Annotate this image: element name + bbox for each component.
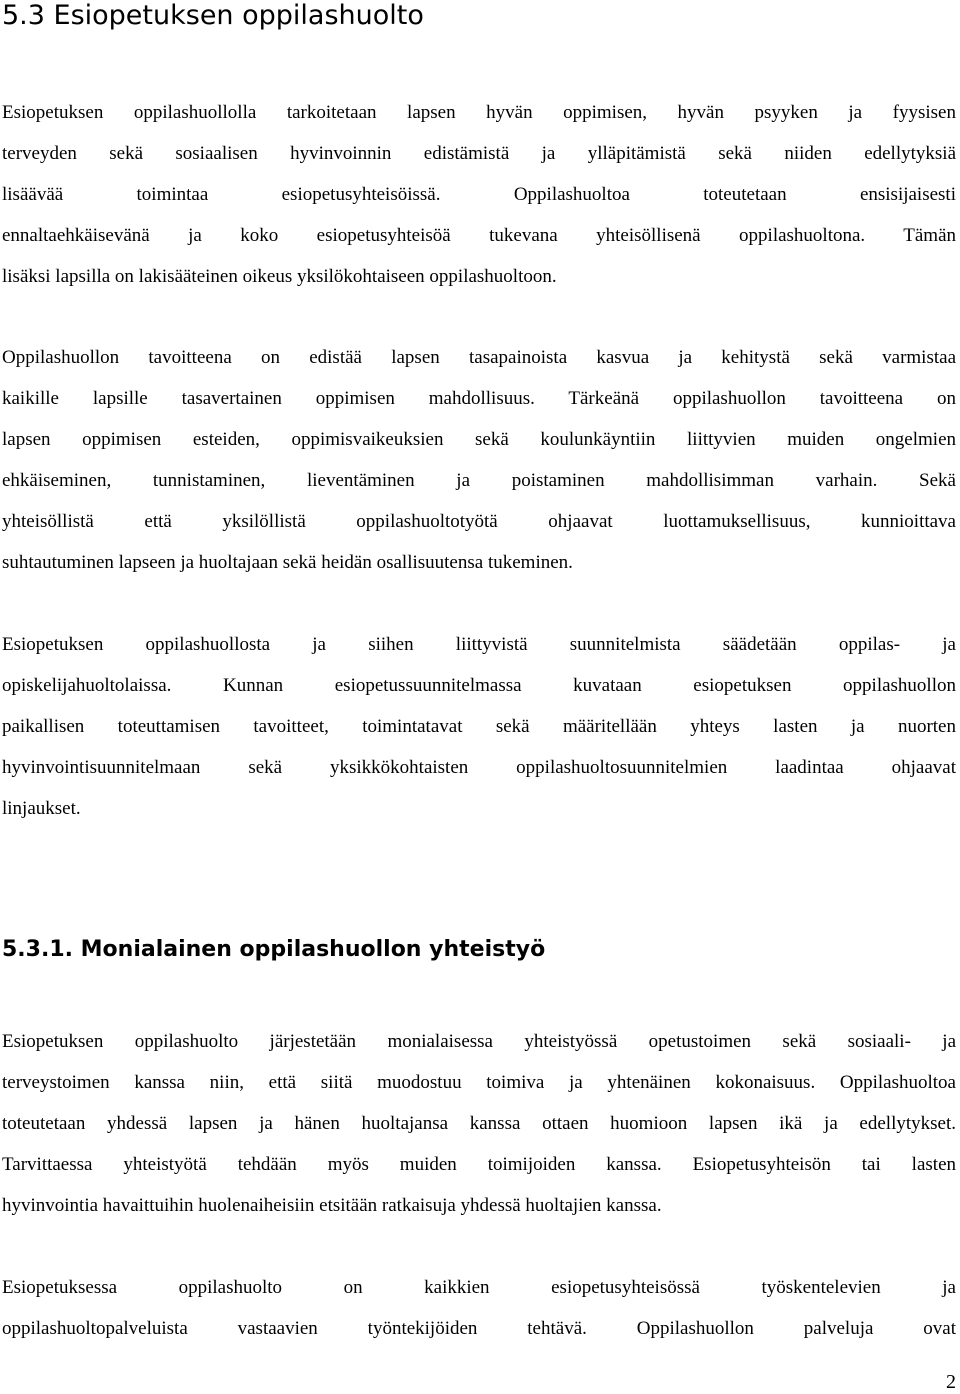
- paragraph-purpose: [2, 92, 956, 297]
- paragraph-cooperation: [2, 1021, 956, 1226]
- paragraph-line: opiskelijahuoltolaissa. Kunnan esiopetussuunnitelmassa kuvataan esiopetuksen oppilashuollon: [2, 675, 956, 696]
- paragraph-responsibility: [2, 1267, 956, 1349]
- paragraph-line: Esiopetuksessa oppilashuolto on kaikkien esiopetusyhteisössä työskentelevien ja: [2, 1277, 956, 1298]
- paragraph-line: terveystoimen kanssa niin, että siitä muodostuu toimiva ja yhtenäinen kokonaisuus. Oppilashuoltoa: [2, 1072, 956, 1093]
- subsection-heading: 5.3.1. Monialainen oppilashuollon yhteistyö: [2, 937, 546, 962]
- section-heading: 5.3 Esiopetuksen oppilashuolto: [2, 0, 424, 31]
- paragraph-line: Esiopetuksen oppilashuollosta ja siihen liittyvistä suunnitelmista säädetään oppilas- ja: [2, 634, 956, 655]
- paragraph-line: ennaltaehkäisevänä ja koko esiopetusyhteisöä tukevana yhteisöllisenä oppilashuoltona. Tämän: [2, 225, 956, 246]
- paragraph-legislation: [2, 624, 956, 829]
- paragraph-goals: [2, 337, 956, 583]
- paragraph-line: lisäävää toimintaa esiopetusyhteisöissä. Oppilashuoltoa toteutetaan ensisijaisesti: [2, 184, 956, 205]
- paragraph-line: linjaukset.: [2, 798, 81, 819]
- paragraph-line: hyvinvointisuunnitelmaan sekä yksikkökohtaisten oppilashuoltosuunnitelmien laadintaa ohjaavat: [2, 757, 956, 778]
- paragraph-line: terveyden sekä sosiaalisen hyvinvoinnin edistämistä ja ylläpitämistä sekä niiden edellytyksiä: [2, 143, 956, 164]
- paragraph-line: Esiopetuksen oppilashuolto järjestetään monialaisessa yhteistyössä opetustoimen sekä sosiaali- ja: [2, 1031, 956, 1052]
- paragraph-line: hyvinvointia havaittuihin huolenaiheisiin etsitään ratkaisuja yhdessä huoltajien kanssa.: [2, 1195, 662, 1216]
- paragraph-line: kaikille lapsille tasavertainen oppimisen mahdollisuus. Tärkeänä oppilashuollon tavoitteena on: [2, 388, 956, 409]
- paragraph-line: ehkäiseminen, tunnistaminen, lieventäminen ja poistaminen mahdollisimman varhain. Sekä: [2, 470, 956, 491]
- paragraph-line: Tarvittaessa yhteistyötä tehdään myös muiden toimijoiden kanssa. Esiopetusyhteisön tai lasten: [2, 1154, 956, 1175]
- paragraph-line: Oppilashuollon tavoitteena on edistää lapsen tasapainoista kasvua ja kehitystä sekä varmistaa: [2, 347, 956, 368]
- paragraph-line: oppilashuoltopalveluista vastaavien työntekijöiden tehtävä. Oppilashuollon palveluja ovat: [2, 1318, 956, 1339]
- paragraph-line: Esiopetuksen oppilashuollolla tarkoitetaan lapsen hyvän oppimisen, hyvän psyyken ja fyysisen: [2, 102, 956, 123]
- paragraph-line: lisäksi lapsilla on lakisääteinen oikeus yksilökohtaiseen oppilashuoltoon.: [2, 266, 557, 287]
- page-number: 2: [946, 1371, 956, 1393]
- paragraph-line: lapsen oppimisen esteiden, oppimisvaikeuksien sekä koulunkäyntiin liittyvien muiden ongelmien: [2, 429, 956, 450]
- paragraph-line: paikallisen toteuttamisen tavoitteet, toimintatavat sekä määritellään yhteys lasten ja nuorten: [2, 716, 956, 737]
- paragraph-line: yhteisöllistä että yksilöllistä oppilashuoltotyötä ohjaavat luottamuksellisuus, kunnioittava: [2, 511, 956, 532]
- paragraph-line: suhtautuminen lapseen ja huoltajaan sekä heidän osallisuutensa tukeminen.: [2, 552, 573, 573]
- paragraph-line: toteutetaan yhdessä lapsen ja hänen huoltajansa kanssa ottaen huomioon lapsen ikä ja edellytykset.: [2, 1113, 956, 1134]
